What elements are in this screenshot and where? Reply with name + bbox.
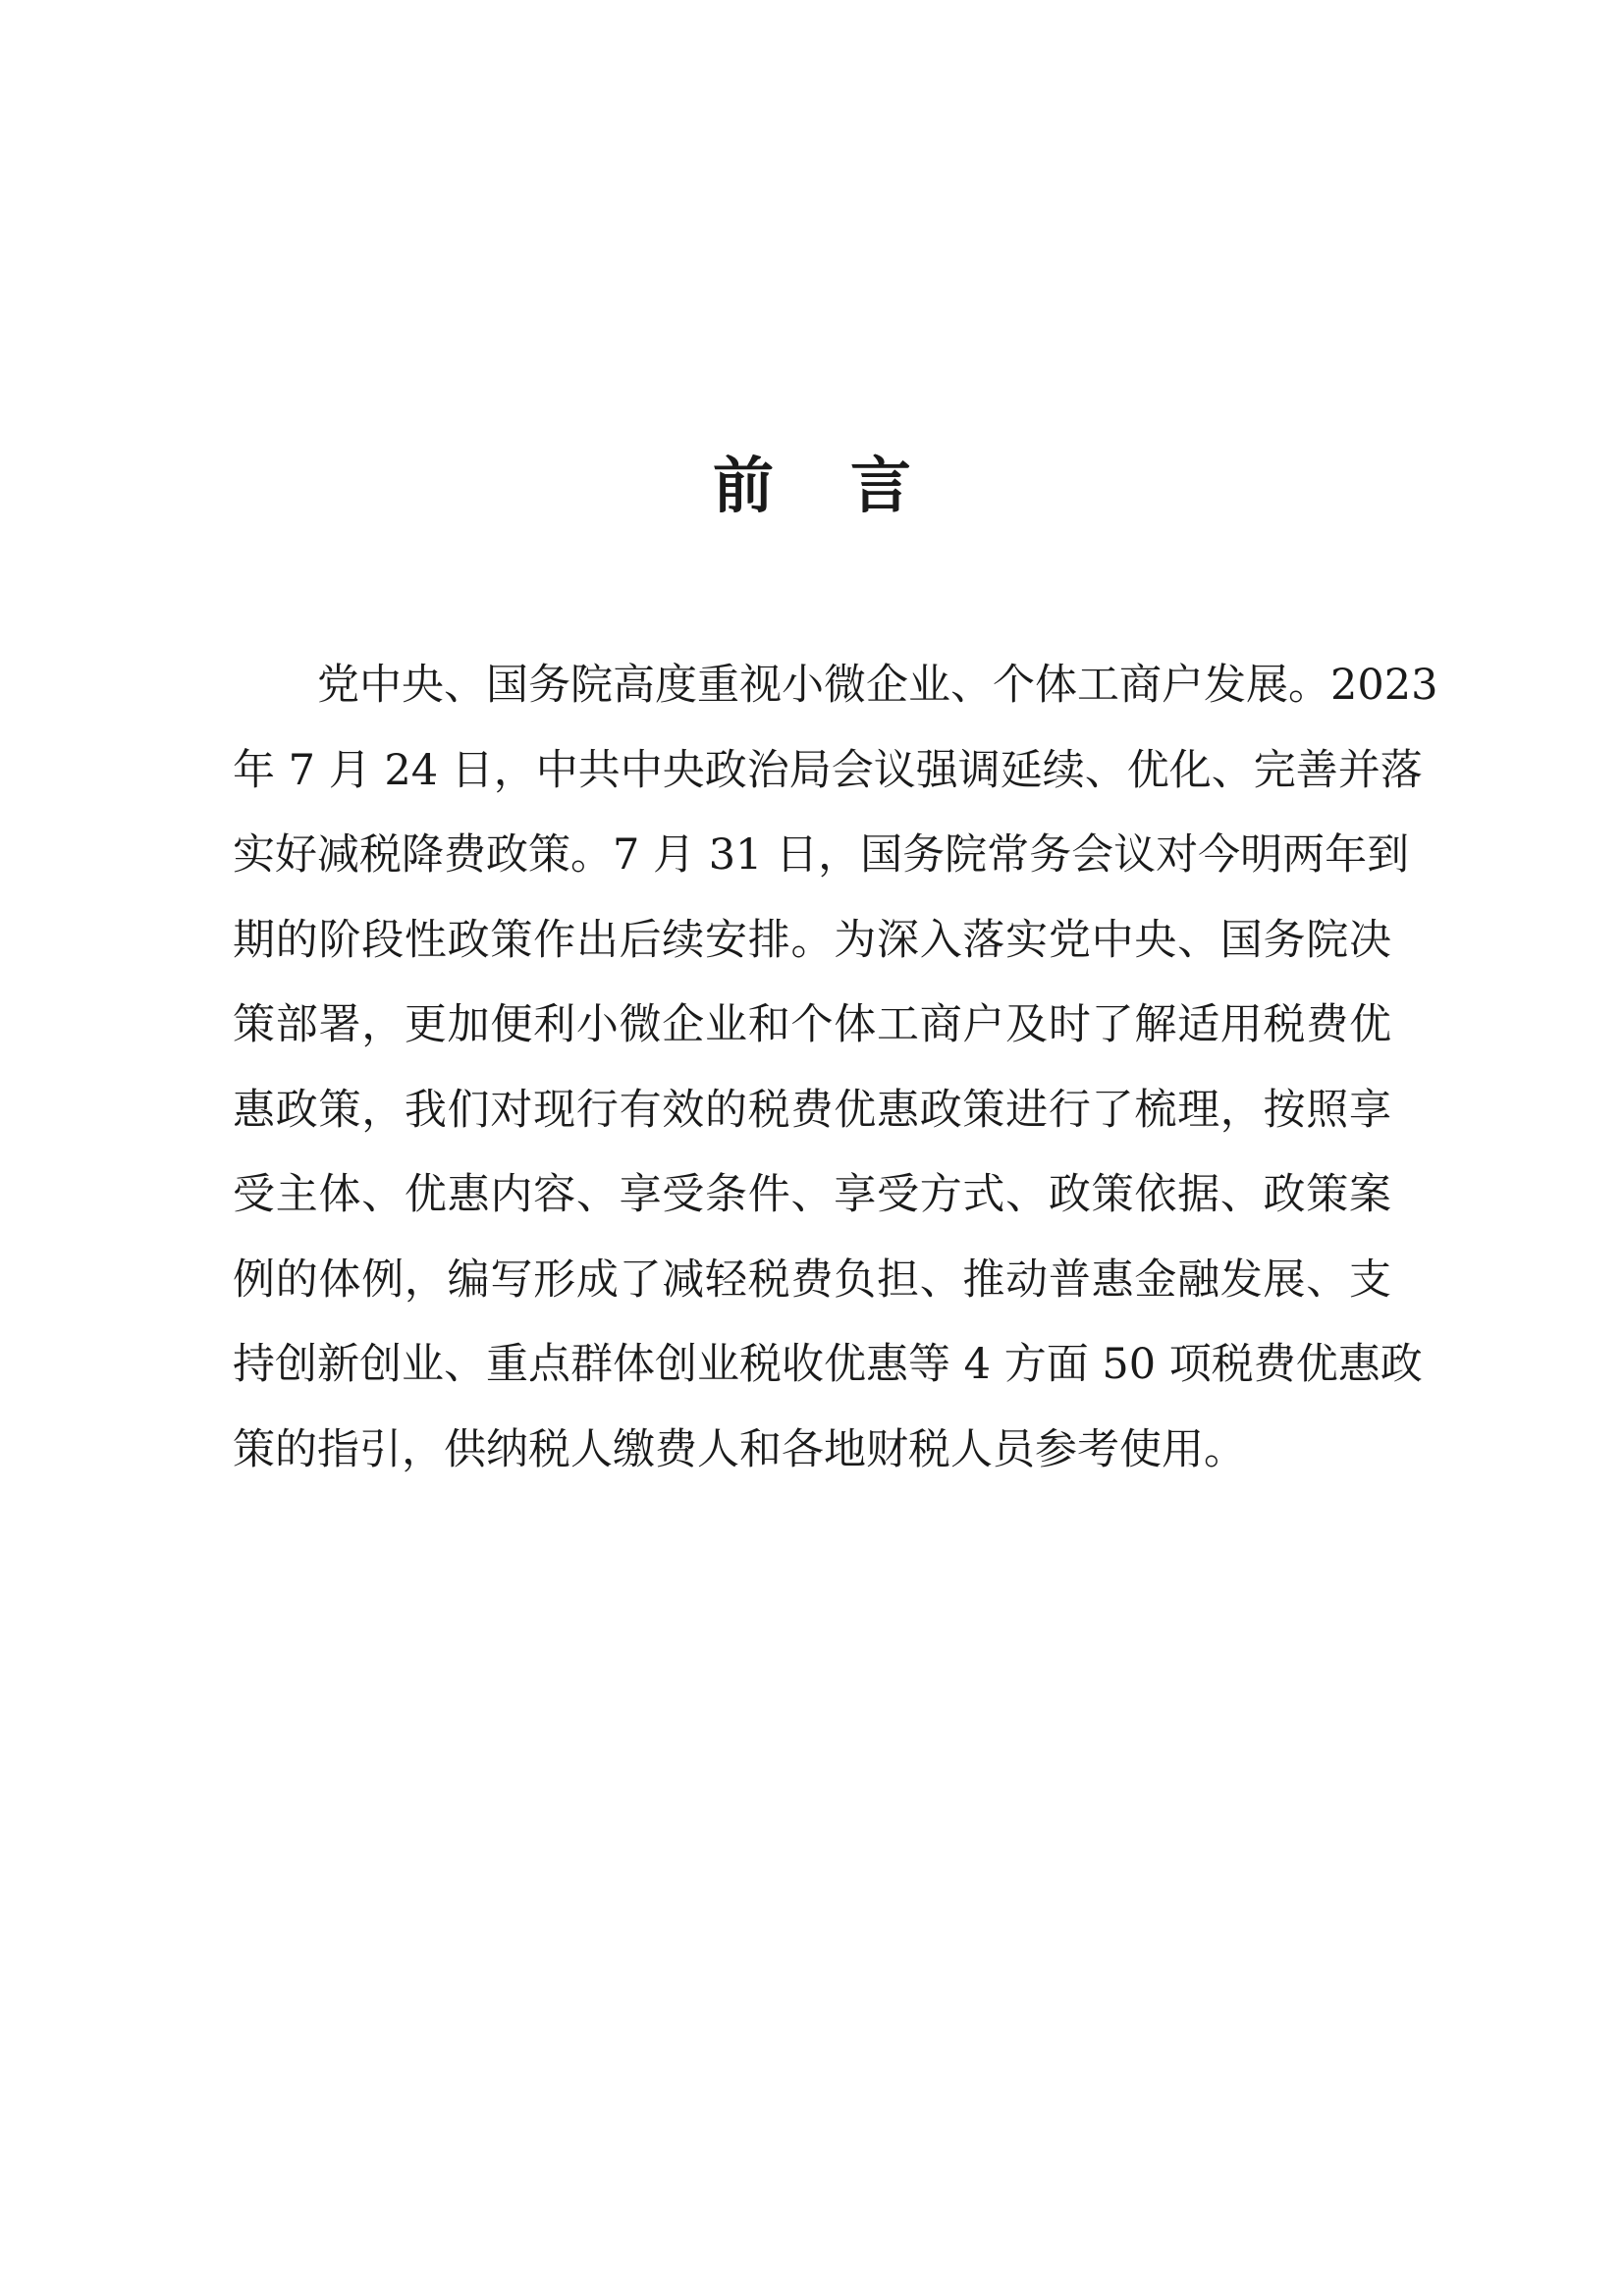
title-char-2: 言 [850, 450, 912, 521]
page-title [0, 447, 1624, 525]
paragraph-line-8: 例的体例，编写形成了减轻税费负担、推动普惠金融发展、支 [233, 1255, 1391, 1305]
paragraph-line-6: 惠政策，我们对现行有效的税费优惠政策进行了梳理，按照享 [233, 1085, 1391, 1135]
paragraph-line-1: 党中央、国务院高度重视小微企业、个体工商户发展。2023 [317, 661, 1438, 710]
title-char-1: 前 [712, 450, 774, 521]
paragraph-line-7: 受主体、优惠内容、享受条件、享受方式、政策依据、政策案 [233, 1170, 1391, 1219]
paragraph-line-5: 策部署，更加便利小微企业和个体工商户及时了解适用税费优 [233, 1000, 1391, 1049]
preface-paragraph [233, 643, 1438, 1492]
paragraph-line-2: 年 7 月 24 日，中共中央政治局会议强调延续、优化、完善并落 [233, 745, 1423, 795]
paragraph-line-4: 期的阶段性政策作出后续安排。为深入落实党中央、国务院决 [233, 915, 1391, 965]
paragraph-line-9: 持创新创业、重点群体创业税收优惠等 4 方面 50 项税费优惠政 [233, 1340, 1423, 1389]
paragraph-line-3: 实好减税降费政策。7 月 31 日，国务院常务会议对今明两年到 [233, 830, 1410, 880]
paragraph-line-10: 策的指引，供纳税人缴费人和各地财税人员参考使用。 [233, 1424, 1246, 1474]
